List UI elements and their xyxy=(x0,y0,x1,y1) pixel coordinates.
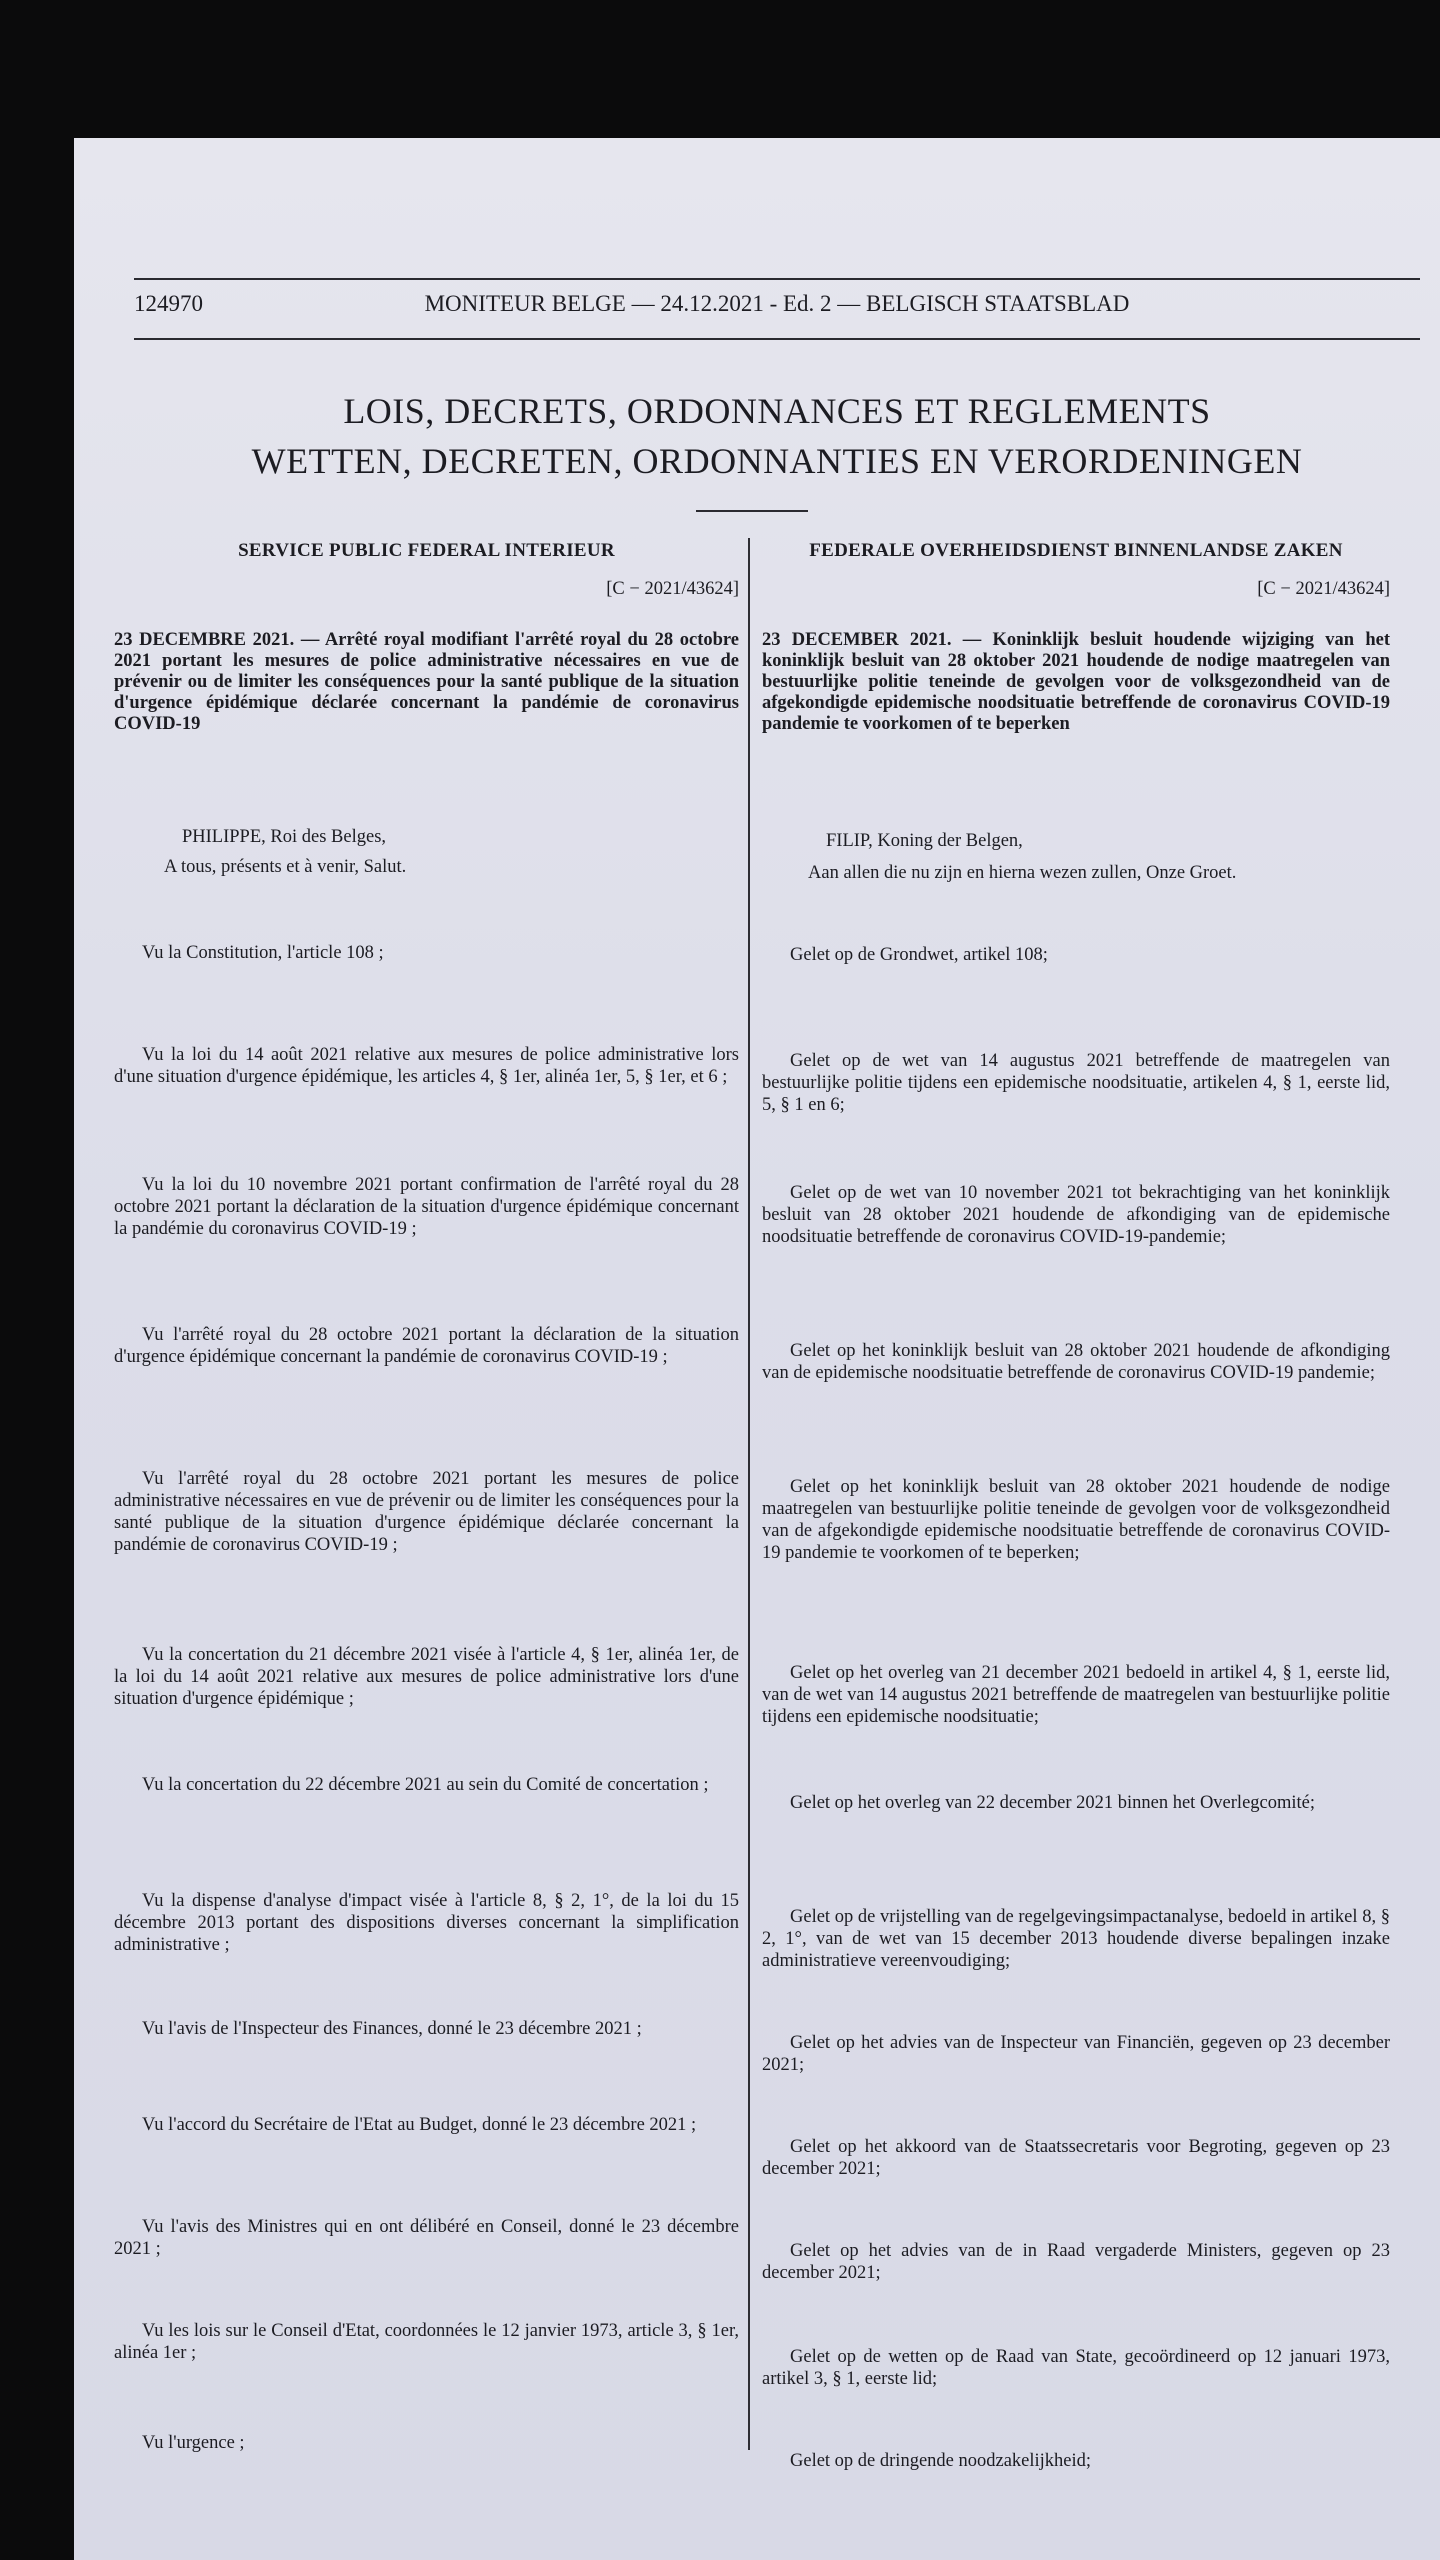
paragraph-nl: Gelet op de dringende noodzakelijkheid; xyxy=(790,2451,1092,2471)
king-line2-nl: Aan allen die nu zijn en hierna wezen zullen, Onze Groet. xyxy=(808,863,1237,883)
reference-fr: [C − 2021/43624] xyxy=(606,579,739,599)
paragraph-fr: Vu l'accord du Secrétaire de l'Etat au Budget, donné le 23 décembre 2021 ; xyxy=(142,2115,697,2135)
paragraph-nl: Gelet op het koninklijk besluit van 28 oktober 2021 houdende de afkondiging van de epidemische noodsituatie betreffende de coronavirus COVID-19 pandemie; xyxy=(762,1341,1390,1383)
header-top-rule xyxy=(134,278,1420,280)
paragraph-nl: Gelet op het advies van de in Raad vergaderde Ministers, gegeven op 23 december 2021; xyxy=(762,2241,1390,2283)
paragraph-nl: Gelet op de vrijstelling van de regelgevingsimpactanalyse, bedoeld in artikel 8, § 2, 1°, van de wet van 15 december 2013 houdende diverse bepalingen inzake administratieve vereenvoudiging; xyxy=(762,1907,1390,1971)
paragraph-fr: Vu l'avis de l'Inspecteur des Finances, donné le 23 décembre 2021 ; xyxy=(142,2019,642,2039)
paragraph-nl: Gelet op het advies van de Inspecteur van Financiën, gegeven op 23 december 2021; xyxy=(762,2033,1390,2075)
title-separator xyxy=(696,510,808,512)
gazette-page xyxy=(74,138,1440,2560)
king-line1-nl: FILIP, Koning der Belgen, xyxy=(826,831,1023,851)
paragraph-nl: Gelet op het akkoord van de Staatssecretaris voor Begroting, gegeven op 23 december 2021; xyxy=(762,2137,1390,2179)
paragraph-nl: Gelet op het overleg van 21 december 2021 bedoeld in artikel 4, § 1, eerste lid, van de wet van 14 augustus 2021 betreffende de maatregelen van bestuurlijke politie tijdens een epidemische noodsituatie; xyxy=(762,1663,1390,1727)
paragraph-fr: Vu la Constitution, l'article 108 ; xyxy=(142,943,384,963)
paragraph-fr: Vu l'arrêté royal du 28 octobre 2021 portant les mesures de police administrative nécessaires en vue de prévenir ou de limiter les conséquences pour la santé publique de la situation d'urgence épidémique déclarée concernant la pandémie de coronavirus COVID-19 ; xyxy=(114,1469,739,1555)
department-nl: FEDERALE OVERHEIDSDIENST BINNENLANDSE ZAKEN xyxy=(809,540,1343,561)
paragraph-fr: Vu la loi du 14 août 2021 relative aux mesures de police administrative lors d'une situation d'urgence épidémique, les articles 4, § 1er, alinéa 1er, 5, § 1er, et 6 ; xyxy=(114,1045,739,1087)
paragraph-fr: Vu les lois sur le Conseil d'Etat, coordonnées le 12 janvier 1973, article 3, § 1er, alinéa 1er ; xyxy=(114,2321,739,2363)
lead-title-fr: 23 DECEMBRE 2021. — Arrêté royal modifiant l'arrêté royal du 28 octobre 2021 portant les mesures de police administrative nécessaires en vue de prévenir ou de limiter les conséquences pour la santé publique de la situation d'urgence épidémique déclarée concernant la pandémie de coronavirus COVID-19 xyxy=(114,630,739,734)
page-number: 124970 xyxy=(134,291,203,316)
king-line1-fr: PHILIPPE, Roi des Belges, xyxy=(182,827,387,847)
paragraph-fr: Vu l'arrêté royal du 28 octobre 2021 portant la déclaration de la situation d'urgence épidémique concernant la pandémie de coronavirus COVID-19 ; xyxy=(114,1325,739,1367)
king-line2-fr: A tous, présents et à venir, Salut. xyxy=(164,857,407,877)
header-bottom-rule xyxy=(134,338,1420,340)
paragraph-fr: Vu la concertation du 22 décembre 2021 au sein du Comité de concertation ; xyxy=(142,1775,709,1795)
paragraph-nl: Gelet op het overleg van 22 december 2021 binnen het Overlegcomité; xyxy=(790,1793,1316,1813)
paragraph-nl: Gelet op de Grondwet, artikel 108; xyxy=(790,945,1048,965)
paragraph-fr: Vu la loi du 10 novembre 2021 portant confirmation de l'arrêté royal du 28 octobre 2021 portant la déclaration de la situation d'urgence épidémique concernant la pandémie du coronavirus COVID-19 ; xyxy=(114,1175,739,1239)
paragraph-fr: Vu la dispense d'analyse d'impact visée à l'article 8, § 2, 1°, de la loi du 15 décembre 2013 portant des dispositions diverses concernant la simplification administrative ; xyxy=(114,1891,739,1955)
section-title-nl: WETTEN, DECRETEN, ORDONNANTIES EN VERORDENINGEN xyxy=(251,441,1303,481)
paragraph-fr: Vu l'avis des Ministres qui en ont délibéré en Conseil, donné le 23 décembre 2021 ; xyxy=(114,2217,739,2259)
paragraph-nl: Gelet op de wet van 14 augustus 2021 betreffende de maatregelen van bestuurlijke politie tijdens een epidemische noodsituatie, artikelen 4, § 1, eerste lid, 5, § 1 en 6; xyxy=(762,1051,1390,1115)
lead-title-nl: 23 DECEMBER 2021. — Koninklijk besluit houdende wijziging van het koninklijk besluit van 28 oktober 2021 houdende de nodige maatregelen van bestuurlijke politie teneinde de gevolgen voor de volksgezondheid van de afgekondigde epidemische noodsituatie betreffende de coronavirus COVID-19 pandemie te voorkomen of te beperken xyxy=(762,630,1390,734)
running-title: MONITEUR BELGE — 24.12.2021 - Ed. 2 — BELGISCH STAATSBLAD xyxy=(424,291,1130,316)
paragraph-nl: Gelet op de wetten op de Raad van State, gecoördineerd op 12 januari 1973, artikel 3, § 1, eerste lid; xyxy=(762,2347,1390,2389)
reference-nl: [C − 2021/43624] xyxy=(1257,579,1390,599)
department-fr: SERVICE PUBLIC FEDERAL INTERIEUR xyxy=(238,540,615,561)
paragraph-fr: Vu la concertation du 21 décembre 2021 visée à l'article 4, § 1er, alinéa 1er, de la loi du 14 août 2021 relative aux mesures de police administrative lors d'une situation d'urgence épidémique ; xyxy=(114,1645,739,1709)
column-divider xyxy=(748,538,750,2450)
paragraph-fr: Vu l'urgence ; xyxy=(142,2433,245,2453)
page-header xyxy=(134,286,1420,322)
paragraph-nl: Gelet op de wet van 10 november 2021 tot bekrachtiging van het koninklijk besluit van 28 oktober 2021 houdende de afkondiging van de epidemische noodsituatie betreffende de coronavirus COVID-19-pandemie; xyxy=(762,1183,1390,1247)
paragraph-nl: Gelet op het koninklijk besluit van 28 oktober 2021 houdende de nodige maatregelen van bestuurlijke politie teneinde de gevolgen voor de volksgezondheid van de afgekondigde epidemische noodsituatie betreffende de coronavirus COVID-19 pandemie te voorkomen of te beperken; xyxy=(762,1477,1390,1563)
section-title-fr: LOIS, DECRETS, ORDONNANCES ET REGLEMENTS xyxy=(343,391,1211,431)
